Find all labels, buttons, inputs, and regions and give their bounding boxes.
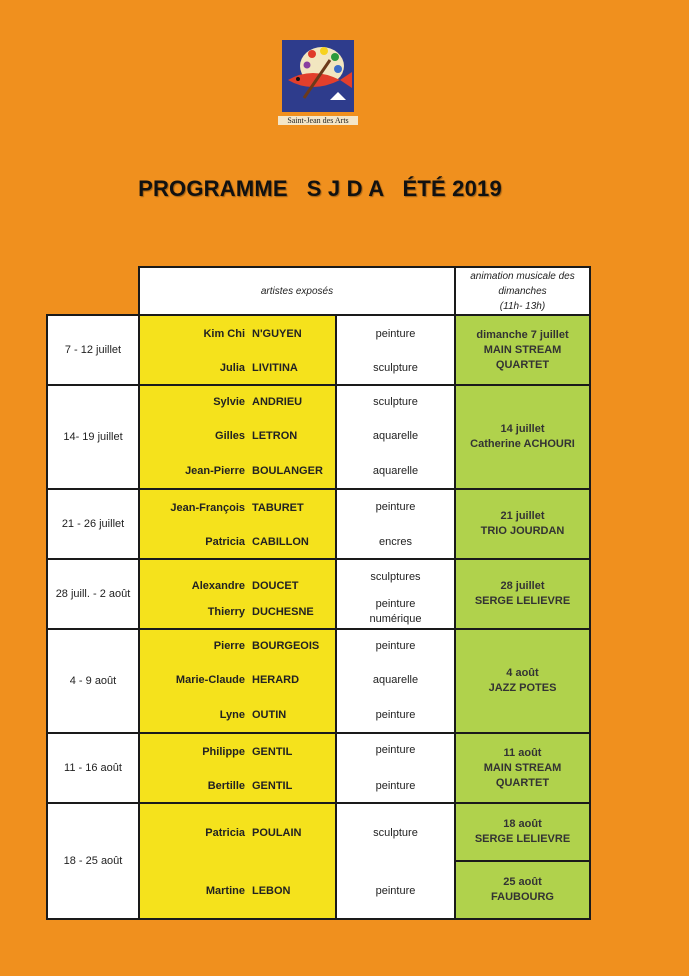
artist-names-cell (139, 803, 336, 919)
page-title: PROGRAMME S J D A ÉTÉ 2019 (138, 176, 502, 201)
music-cell (455, 803, 590, 861)
header-music (455, 267, 590, 315)
techs-wrap (337, 386, 454, 488)
music-line: Catherine ACHOURI (470, 438, 575, 450)
week-row (47, 733, 590, 803)
names-wrap (140, 490, 335, 558)
artist-last-name: LETRON (252, 430, 298, 442)
artist-first-name: Bertille (207, 780, 245, 792)
artist-first-name: Marie-Claude (175, 674, 245, 686)
technique-label: peinture (375, 885, 416, 897)
music-line: 28 juillet (500, 580, 545, 592)
artist-first-name: Lyne (219, 709, 245, 721)
artist-entry (140, 744, 335, 760)
artist-last-name: ANDRIEU (252, 396, 303, 408)
artist-first-name: Thierry (207, 606, 245, 618)
technique-cell (336, 733, 455, 803)
artist-names-cell (139, 733, 336, 803)
music-cell (455, 861, 590, 919)
header-artists: artistes exposés (139, 267, 455, 315)
music-line: QUARTET (495, 776, 550, 789)
music-cell (455, 489, 590, 559)
artist-entry (140, 672, 335, 688)
artist-last-name: DOUCET (252, 580, 299, 592)
artist-first-name: Patricia (205, 827, 245, 839)
logo (282, 40, 354, 130)
artist-first-name: Philippe (202, 746, 245, 758)
artist-last-name: N'GUYEN (252, 328, 302, 340)
week-row (47, 559, 590, 629)
week-dates: 14- 19 juillet (47, 385, 139, 489)
technique-label: peinture (375, 328, 416, 340)
artist-entry (140, 604, 335, 620)
artist-last-name: DUCHESNE (252, 606, 314, 618)
technique-label: peinture (375, 501, 416, 513)
technique-label: peinture (375, 709, 416, 721)
logo-caption: Saint-Jean des Arts (278, 116, 358, 125)
music-cell (455, 733, 590, 803)
technique-label: peinture (375, 744, 416, 756)
technique-label: numérique (369, 613, 422, 625)
techs-wrap (337, 804, 454, 918)
music-line: TRIO JOURDAN (480, 525, 565, 537)
artist-first-name: Sylvie (213, 396, 245, 408)
names-wrap (140, 386, 335, 488)
artist-entry (140, 500, 335, 516)
artist-last-name: BOULANGER (252, 465, 323, 477)
week-dates: 4 - 9 août (47, 629, 139, 733)
technique-label: peinture (375, 640, 416, 652)
music-line: 14 juillet (500, 423, 545, 435)
header-music-line: animation musicale des (470, 270, 575, 282)
artist-entry (140, 825, 335, 841)
palette-fish-icon (282, 40, 354, 112)
artist-names-cell (139, 385, 336, 489)
header-empty (47, 267, 139, 315)
artist-entry (140, 778, 335, 794)
artist-last-name: GENTIL (252, 746, 293, 758)
week-dates: 21 - 26 juillet (47, 489, 139, 559)
week-row (47, 629, 590, 733)
artist-names-cell (139, 315, 336, 385)
technique-label: sculpture (373, 362, 418, 374)
music-line: QUARTET (495, 358, 550, 371)
technique-cell (336, 629, 455, 733)
artist-first-name: Julia (219, 362, 245, 374)
names-wrap (140, 804, 335, 918)
technique-label: aquarelle (372, 465, 419, 477)
music-cell (455, 629, 590, 733)
artist-entry (140, 707, 335, 723)
music-line: 18 août (503, 818, 542, 830)
week-dates: 28 juill. - 2 août (47, 559, 139, 629)
technique-label: encres (378, 536, 413, 548)
music-line: FAUBOURG (491, 891, 554, 903)
technique-label: aquarelle (372, 674, 419, 686)
music-line: dimanche 7 juillet (476, 328, 569, 341)
technique-cell (336, 489, 455, 559)
artist-last-name: TABURET (252, 502, 304, 514)
artist-last-name: BOURGEOIS (252, 640, 320, 652)
techs-wrap (337, 630, 454, 732)
techs-wrap (337, 560, 454, 628)
week-row (47, 315, 590, 385)
names-wrap (140, 560, 335, 628)
technique-cell (336, 559, 455, 629)
program-table (46, 266, 591, 920)
music-cell (455, 315, 590, 385)
artist-entry (140, 428, 335, 444)
names-wrap (140, 630, 335, 732)
artist-first-name: Gilles (215, 430, 245, 442)
technique-label: aquarelle (372, 430, 419, 442)
music-line: MAIN STREAM (483, 343, 562, 356)
music-cell (455, 559, 590, 629)
music-line: SERGE LELIEVRE (474, 833, 571, 845)
artist-first-name: Pierre (213, 640, 245, 652)
names-wrap (140, 316, 335, 384)
week-row (47, 385, 590, 489)
week-dates: 11 - 16 août (47, 733, 139, 803)
artist-entry (140, 394, 335, 410)
week-dates: 7 - 12 juillet (47, 315, 139, 385)
artist-last-name: CABILLON (252, 536, 309, 548)
music-line: 25 août (503, 876, 542, 888)
artist-first-name: Alexandre (191, 580, 245, 592)
music-line: MAIN STREAM (483, 761, 562, 774)
techs-wrap (337, 316, 454, 384)
technique-cell (336, 315, 455, 385)
music-line: SERGE LELIEVRE (474, 595, 571, 607)
technique-cell (336, 803, 455, 919)
techs-wrap (337, 490, 454, 558)
music-line: 4 août (506, 667, 539, 679)
artist-last-name: LIVITINA (252, 362, 298, 374)
artist-entry (140, 360, 335, 376)
music-line: 21 juillet (500, 510, 545, 522)
technique-label: peinture (375, 598, 416, 610)
technique-label: sculptures (370, 571, 421, 583)
music-line: 11 août (503, 746, 542, 759)
artist-names-cell (139, 489, 336, 559)
artist-first-name: Kim Chi (203, 328, 245, 340)
technique-label: sculpture (373, 396, 418, 408)
technique-label: sculpture (373, 827, 418, 839)
music-line: JAZZ POTES (488, 682, 557, 694)
artist-last-name: HERARD (252, 674, 300, 686)
artist-first-name: Patricia (205, 536, 245, 548)
music-cell (455, 385, 590, 489)
artist-first-name: Martine (205, 885, 245, 897)
artist-last-name: LEBON (252, 885, 291, 897)
artist-names-cell (139, 629, 336, 733)
week-dates: 18 - 25 août (47, 803, 139, 919)
header-music-line: dimanches (498, 285, 547, 297)
artist-entry (140, 883, 335, 899)
technique-label: peinture (375, 780, 416, 792)
week-row (47, 803, 590, 861)
techs-wrap (337, 734, 454, 802)
artist-entry (140, 463, 335, 479)
artist-entry (140, 326, 335, 342)
artist-entry (140, 638, 335, 654)
technique-cell (336, 385, 455, 489)
artist-names-cell (139, 559, 336, 629)
header-row (47, 267, 590, 315)
header-music-line: (11h- 13h) (499, 300, 546, 312)
artist-first-name: Jean-François (170, 502, 245, 514)
artist-first-name: Jean-Pierre (185, 465, 245, 477)
artist-last-name: OUTIN (252, 709, 287, 721)
artist-last-name: GENTIL (252, 780, 293, 792)
artist-entry (140, 534, 335, 550)
names-wrap (140, 734, 335, 802)
week-row (47, 489, 590, 559)
artist-last-name: POULAIN (252, 827, 302, 839)
artist-entry (140, 578, 335, 594)
